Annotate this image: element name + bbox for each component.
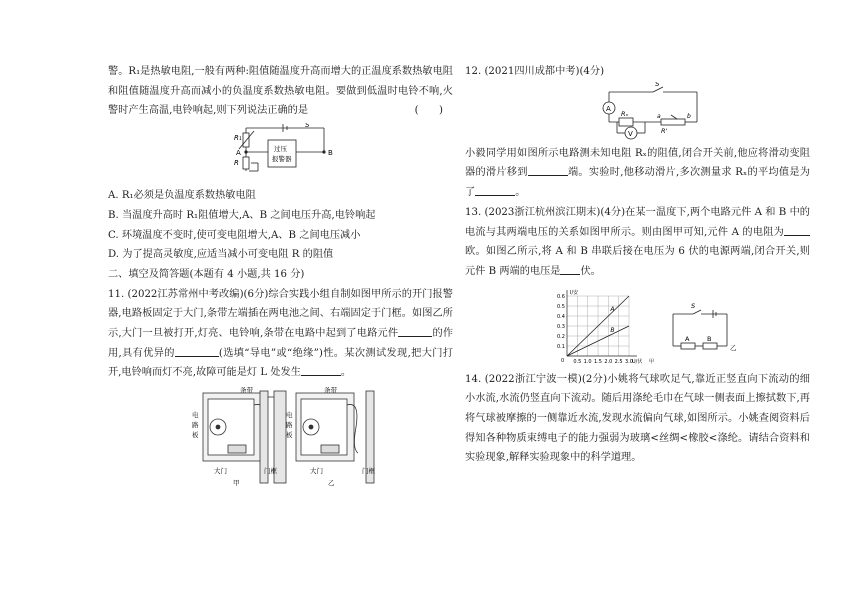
board-label-jia-1: 电 [192, 411, 199, 420]
y-tick-label: 0.6 [557, 293, 565, 300]
x-tick-label: 0.5 [573, 358, 582, 365]
x-tick-label: 3.0 [625, 358, 633, 365]
strip-label-yi: 条带 [324, 387, 337, 395]
question-13: 13. (2023浙江杭州滨江期末)(4分)在某一温度下,两个电路元件 A 和 B 中的电流与其两端电压的关系如图甲所示。则由图甲可知,元件 A 的电阻为欧。如图乙所示,将 A 和 B 串联后接在电压为 6 伏的电源两端,闭合开关,则元件 B 两端的电压是 伏。 [465, 206, 810, 277]
question-12: 小毅同学用如图所示电路测未知电阻 Rₓ的阻值,闭合开关前,他应将滑动变阻器的滑片移到 端。实验时,他移动滑片,多次测量求 Rₓ的平均值是为了 。 [465, 147, 810, 199]
series-figure-label: 乙 [730, 343, 737, 352]
figure-label-yi: 乙 [328, 479, 335, 488]
alarm-circuit-diagram [108, 123, 453, 184]
voltmeter-label: V [628, 129, 633, 138]
b-label: B [328, 149, 333, 158]
y-tick-label: 0.4 [557, 313, 565, 320]
switch-label: S [655, 81, 660, 88]
question-10-stem: 警。R₁是热敏电阻,一般有两种:阻值随温度升高而增大的正温度系数热敏电阻和阻值随温度升高而减小的负温度系数热敏电阻。要做到低温时电铃不响,火警时产生高温,电铃响起,则下列说法正确的是 ( ) [108, 62, 453, 121]
y-tick-label: 0.3 [557, 323, 565, 330]
door-alarm-diagram [108, 387, 453, 499]
end-b-label: b [687, 112, 691, 120]
board-label-yi-2: 路 [286, 421, 293, 430]
right-column [465, 62, 810, 468]
rx-label: Rₓ [621, 109, 629, 118]
series-a-label: A [685, 334, 690, 343]
a-label: A [236, 149, 241, 158]
alarm-box-text-1: 过压 [274, 145, 287, 154]
end-a-label: a [657, 112, 661, 120]
chart-figure-label: 甲 [649, 358, 655, 365]
blank-13-2 [560, 263, 580, 275]
left-column [108, 62, 453, 499]
iv-chart-figure [465, 288, 810, 368]
s-label: S [305, 123, 310, 130]
board-label-yi-3: 板 [286, 431, 293, 440]
x-tick-label: 1.5 [594, 358, 602, 365]
alarm-circuit-figure [108, 123, 453, 184]
ammeter-label: A [606, 104, 611, 113]
door-label-jia: 大门 [214, 467, 227, 476]
x-tick-label: 2.5 [614, 358, 623, 365]
blank-12-1 [528, 164, 568, 176]
x-tick-label: 2.0 [604, 358, 613, 365]
blank-11-3 [301, 364, 341, 376]
measurement-circuit-figure [465, 82, 810, 140]
measurement-circuit-diagram [465, 82, 810, 140]
frame-label-yi: 门框 [362, 467, 375, 476]
series-label-b: B [610, 326, 615, 334]
x-axis-label: U/伏 [632, 358, 643, 365]
series-label-a: A [610, 305, 615, 313]
blank-11-1 [398, 325, 432, 337]
strip-label-jia: 条带 [240, 387, 253, 395]
y-tick-label: 0.1 [557, 343, 565, 350]
rheostat-label: R' [661, 126, 668, 135]
origin-label: 0 [561, 357, 565, 364]
board-label-yi-1: 电 [286, 411, 293, 420]
frame-label-jia: 门框 [264, 467, 277, 476]
answer-parenthesis: ( ) [414, 105, 443, 117]
alarm-box-text-2: 报警器 [272, 155, 292, 164]
question-14: 14. (2022浙江宁波一模)(2分)小姚将气球吹足气,靠近正竖直向下流动的细小水流,水流仍竖直向下流动。随后用涤纶毛巾在气球一侧表面上擦拭数下,再将气球被摩擦的一侧靠近水流,发现水流偏向气球,如图所示。小姚查阅资料后得知各种物质束缚电子的能力强弱为玻璃<丝绸<橡胶<涤纶。请结合资料和实验现象,解释实验现象中的科学道理。 [465, 373, 810, 464]
x-tick-label: 1.0 [583, 358, 592, 365]
door-label-yi: 大门 [310, 467, 323, 476]
blank-12-2 [475, 184, 515, 196]
board-label-jia-2: 路 [192, 421, 199, 430]
series-switch-label: S [691, 301, 696, 310]
option-a: A. R₁必须是负温度系数热敏电阻 [108, 190, 256, 202]
section-heading: 二、填空及简答题(本题有 4 小题,共 16 分) [108, 268, 305, 280]
door-alarm-figure [108, 387, 453, 499]
option-d: D. 为了提高灵敏度,应适当减小可变电阻 R 的阻值 [108, 249, 334, 261]
y-tick-label: 0.2 [557, 333, 565, 340]
question-12-title: 12. (2021四川成都中考)(4分) [465, 66, 605, 77]
blank-11-2 [175, 345, 219, 357]
board-label-jia-3: 板 [192, 431, 199, 440]
option-b: B. 当温度升高时 R₁阻值增大,A、B 之间电压升高,电铃响起 [108, 209, 376, 221]
iv-chart [465, 288, 810, 368]
question-11: 11. (2022江苏常州中考改编)(6分)综合实践小组自制如图甲所示的开门报警器,电路板固定于大门,条带左端插在两电池之间、右端固定于门框。如图乙所示,大门一旦被打开,灯亮、电铃响,条带在电路中起到了电路元件 的作用,具有优异的 (选填“导电”或“绝缘”)性。某次测试发现,把大门打开,电铃响而灯不亮,故障可能是灯 L 处发生 。 [108, 288, 454, 379]
series-b-label: B [707, 334, 712, 343]
y-axis-label: I/安 [570, 289, 579, 296]
r-label: R [234, 159, 239, 168]
blank-13-1 [784, 224, 810, 236]
option-c: C. 环境温度不变时,使可变电阻增大,A、B 之间电压减小 [108, 229, 361, 241]
options-list [108, 186, 453, 265]
r1-label: R₁ [234, 134, 242, 143]
figure-label-jia: 甲 [233, 479, 240, 488]
y-tick-label: 0.5 [557, 303, 565, 310]
